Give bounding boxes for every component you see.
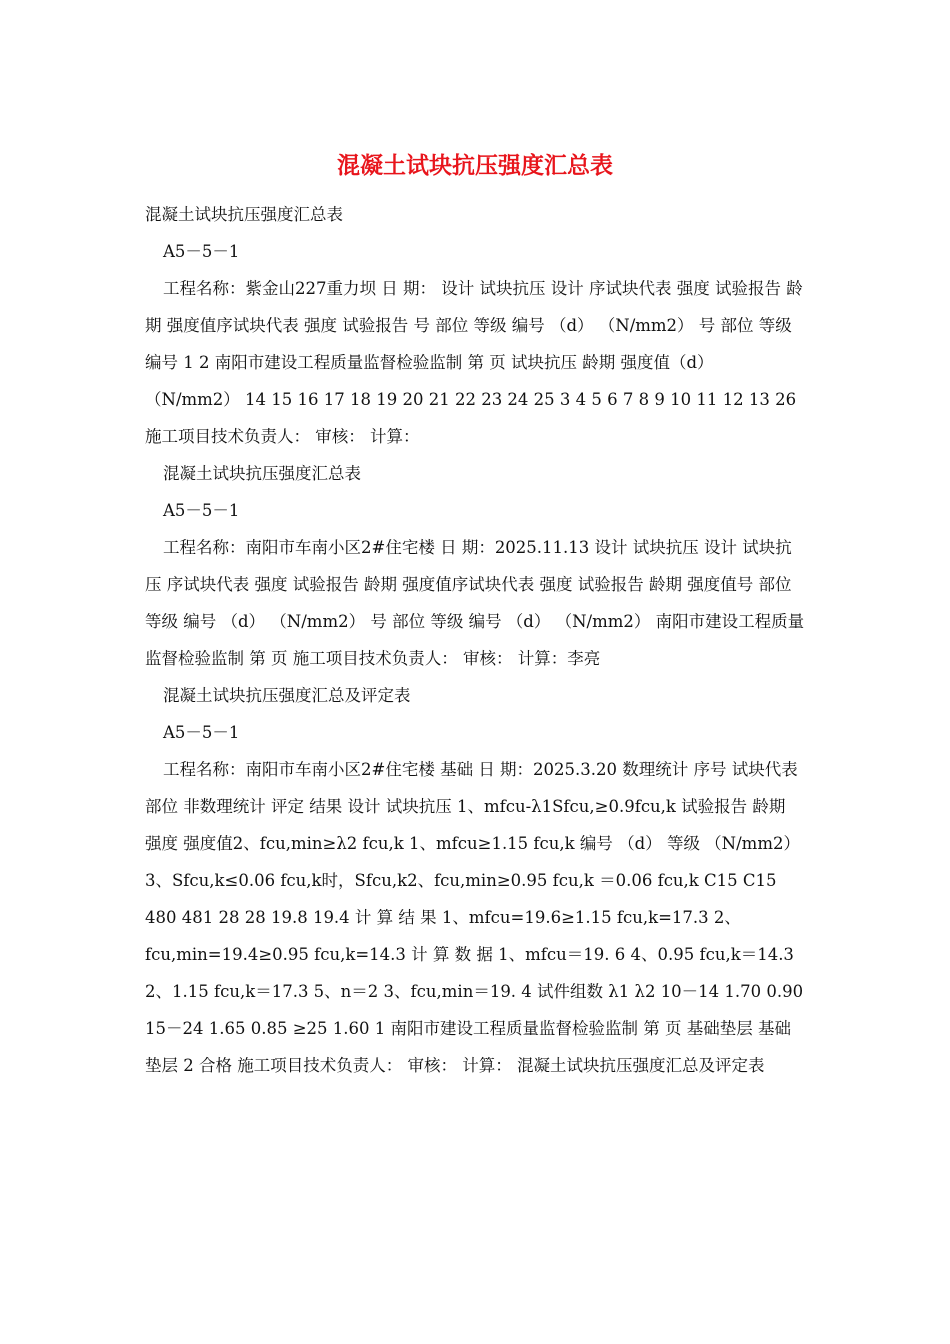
section-body-1: 工程名称：紫金山227重力坝 日 期： 设计 试块抗压 设计 序试块代表 强度 试验报告 龄期 强度值序试块代表 强度 试验报告 号 部位 等级 编号 （d） （N/mm2） 号 部位 等级 编号 1 2 南阳市建设工程质量监督检验监制 第 页 试块抗压 龄期 强度值（d） （N/mm2） 14 15 16 17 18 19 20 21 22 23 24 25 3 4 5 6 7 8 9 10 11 12 13 26 施工项目技术负责人： 审核： 计算：	[145, 279, 803, 446]
form-code-2: A5－5－1	[163, 501, 240, 520]
document-title: 混凝土试块抗压强度汇总表	[337, 152, 613, 179]
section-body-3: 工程名称：南阳市车南小区2#住宅楼 基础 日 期：2025.3.20 数理统计 序号 试块代表 部位 非数理统计 评定 结果 设计 试块抗压 1、mfcu-λ1Sfcu,≥0.9fcu,k 试验报告 龄期 强度 强度值2、fcu,min≥λ2 fcu,k 1、mfcu≥1.15 fcu,k 编号 （d） 等级 （N/mm2） 3、Sfcu,k≤0.06 fcu,k时，Sfcu,k2、fcu,min≥0.95 fcu,k ＝0.06 fcu,k C15 C15 480 481 28 28 19.8 19.4 计 算 结 果 1、mfcu=19.6≥1.15 fcu,k=17.3 2、fcu,min=19.4≥0.95 fcu,k=14.3 计 算 数 据 1、mfcu＝19. 6 4、0.95 fcu,k＝14.3 2、1.15 fcu,k＝17.3 5、n＝2 3、fcu,min＝19. 4 试件组数 λ1 λ2 10－14 1.70 0.90 15－24 1.65 0.85 ≥25 1.60 1 南阳市建设工程质量监督检验监制 第 页 基础垫层 基础垫层 2 合格 施工项目技术负责人： 审核： 计算： 混凝土试块抗压强度汇总及评定表	[145, 760, 804, 1075]
section-heading-2: 混凝土试块抗压强度汇总表	[163, 464, 361, 483]
section-heading-1: 混凝土试块抗压强度汇总表	[145, 205, 343, 224]
section-heading-3: 混凝土试块抗压强度汇总及评定表	[163, 686, 411, 705]
document-body	[145, 196, 805, 1084]
form-code-1: A5－5－1	[163, 242, 240, 261]
section-body-2: 工程名称：南阳市车南小区2#住宅楼 日 期：2025.11.13 设计 试块抗压 设计 试块抗压 序试块代表 强度 试验报告 龄期 强度值序试块代表 强度 试验报告 龄期 强度值号 部位 等级 编号 （d） （N/mm2） 号 部位 等级 编号 （d） （N/mm2） 南阳市建设工程质量监督检验监制 第 页 施工项目技术负责人： 审核： 计算：李亮	[145, 538, 805, 668]
form-code-3: A5－5－1	[163, 723, 240, 742]
